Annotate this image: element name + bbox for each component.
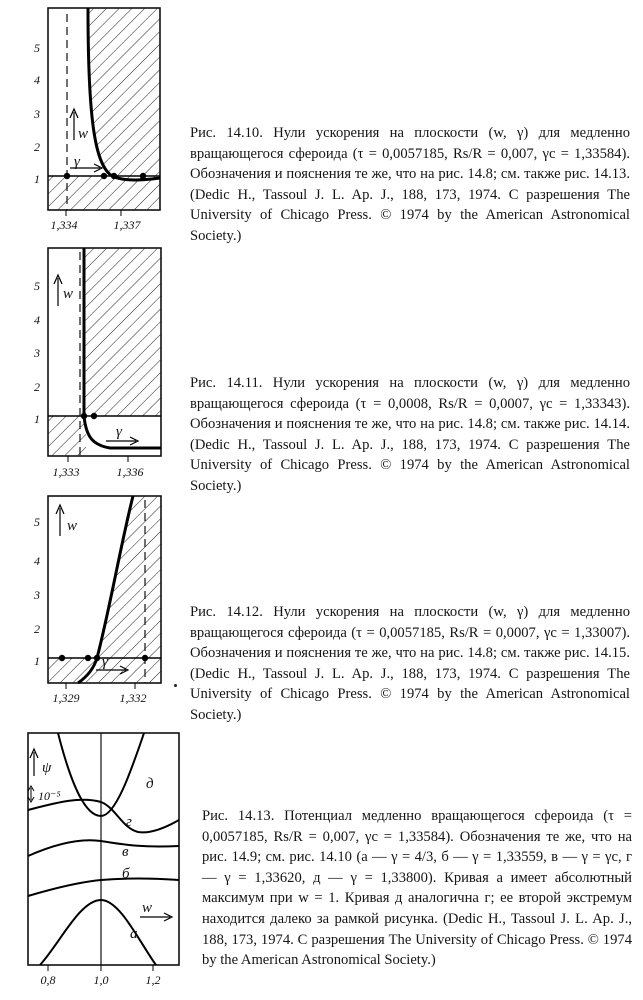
curve-label-d: д <box>146 776 154 792</box>
y-tick: 1 <box>34 654 40 668</box>
x-tick: 1,337 <box>113 218 141 232</box>
y-tick: 4 <box>34 554 40 568</box>
figure-14-13 <box>0 728 185 1000</box>
y-tick: 1 <box>34 412 40 426</box>
zero-point <box>64 173 70 179</box>
curve-label-b: б <box>122 866 130 882</box>
zero-point <box>81 413 87 419</box>
curve-label-a: а <box>130 926 138 942</box>
zero-point <box>111 173 117 179</box>
stray-mark <box>174 684 177 687</box>
y-tick: 3 <box>34 346 40 360</box>
figure-14-13-plot <box>0 728 185 1000</box>
curve-label-v: в <box>122 844 129 860</box>
figure-14-12 <box>0 488 180 728</box>
curve-v <box>28 840 179 856</box>
y-tick: 5 <box>34 279 40 293</box>
x-tick: 0,8 <box>40 973 56 987</box>
zero-point <box>94 655 100 661</box>
w-label: w <box>67 518 78 534</box>
gamma-label: γ <box>102 654 108 670</box>
x-tick: 1,334 <box>50 218 78 232</box>
y-scale-label: 10⁻⁵ <box>38 789 61 803</box>
zero-point <box>91 413 97 419</box>
y-tick: 3 <box>34 588 40 602</box>
x-tick: 1,2 <box>145 973 161 987</box>
hatched-region-upper <box>84 248 161 416</box>
y-tick: 5 <box>34 41 40 55</box>
y-tick: 5 <box>34 515 40 529</box>
w-label: w <box>63 286 74 302</box>
hatched-region-upper <box>97 496 161 658</box>
caption-14-13: Рис. 14.13. Потенциал медленно вращающегося сфероида (τ = 0,0057185, Rs/R = 0,007, γc = 1,33584). Обозначения те же, что на рис. 14.9; см. рис. 14.10 (а — γ = 4/3, б — γ = 1,33559, в — γ = γc, г — γ = 1,33620, д — γ = 1,33800). Кривая а имеет абсолютный максимум при w = 1. Кривая д аналогична г; ее второй экстремум находится далеко за рамкой рисунка. (Dedic H., Tassoul J. L. Ap. J., 188, 173, 1974. С разрешения The University of Chicago Press. © 1974 by the American Astronomical Society.) <box>202 808 632 969</box>
curve-b <box>28 879 179 897</box>
y-tick: 1 <box>34 172 40 186</box>
curve-a <box>40 900 156 965</box>
x-tick: 1,333 <box>52 465 80 479</box>
y-tick: 2 <box>34 140 40 154</box>
zero-point <box>101 173 107 179</box>
y-tick: 2 <box>34 380 40 394</box>
w-label: w <box>78 126 89 142</box>
figure-14-11-plot <box>0 240 180 490</box>
gamma-label: γ <box>74 154 80 170</box>
x-tick: 1,332 <box>119 691 147 705</box>
figure-14-12-plot <box>0 488 180 728</box>
figure-14-10 <box>0 0 180 240</box>
zero-point <box>140 173 146 179</box>
y-tick: 2 <box>34 622 40 636</box>
y-tick: 4 <box>34 73 40 87</box>
caption-14-10: Рис. 14.10. Нули ускорения на плоскости (w, γ) для медленно вращающегося сфероида (τ = 0,0057185, Rs/R = 0,007, γc = 1,33584). Обозначения и пояснения те же, что на рис. 14.8; см. также рис. 14.13. (Dedic H., Tassoul J. L. Ap. J., 188, 173, 1974. С разрешения The University of Chicago Press. © 1974 by the American Astronomical Society.) <box>190 125 630 244</box>
w-label: w <box>142 900 153 916</box>
zero-point <box>142 655 148 661</box>
x-tick: 1,329 <box>52 691 80 705</box>
gamma-label: γ <box>116 424 122 440</box>
curve-label-g: г <box>126 814 132 830</box>
psi-label: ψ <box>42 760 52 776</box>
zero-point <box>85 655 91 661</box>
caption-14-11: Рис. 14.11. Нули ускорения на плоскости (w, γ) для медленно вращающегося сфероида (τ = 0,0008, Rs/R = 0,0007, γc = 1,33343). Обозначения и пояснения те же, что на рис. 14.8; см. также рис. 14.14. (Dedic H., Tassoul J. L. Ap. J., 188, 173, 1974. С разрешения The University of Chicago Press. © 1974 by the American Astronomical Society.) <box>190 375 630 494</box>
caption-14-12: Рис. 14.12. Нули ускорения на плоскости (w, γ) для медленно вращающегося сфероида (τ = 0,0057185, Rs/R = 0,0007, γc = 1,33007). Обозначения и пояснения те же, что на рис. 14.8; см. также рис. 14.15. (Dedic H., Tassoul J. L. Ap. J., 188, 173, 1974. С разрешения The University of Chicago Press. © 1974 by the American Astronomical Society.) <box>190 604 630 723</box>
boundary-curve-lower <box>84 416 161 448</box>
x-tick: 1,0 <box>93 973 109 987</box>
figure-14-11 <box>0 240 180 490</box>
zero-point <box>59 655 65 661</box>
y-tick: 4 <box>34 313 40 327</box>
figure-14-10-plot <box>0 0 180 240</box>
x-tick: 1,336 <box>116 465 144 479</box>
y-tick: 3 <box>34 107 40 121</box>
